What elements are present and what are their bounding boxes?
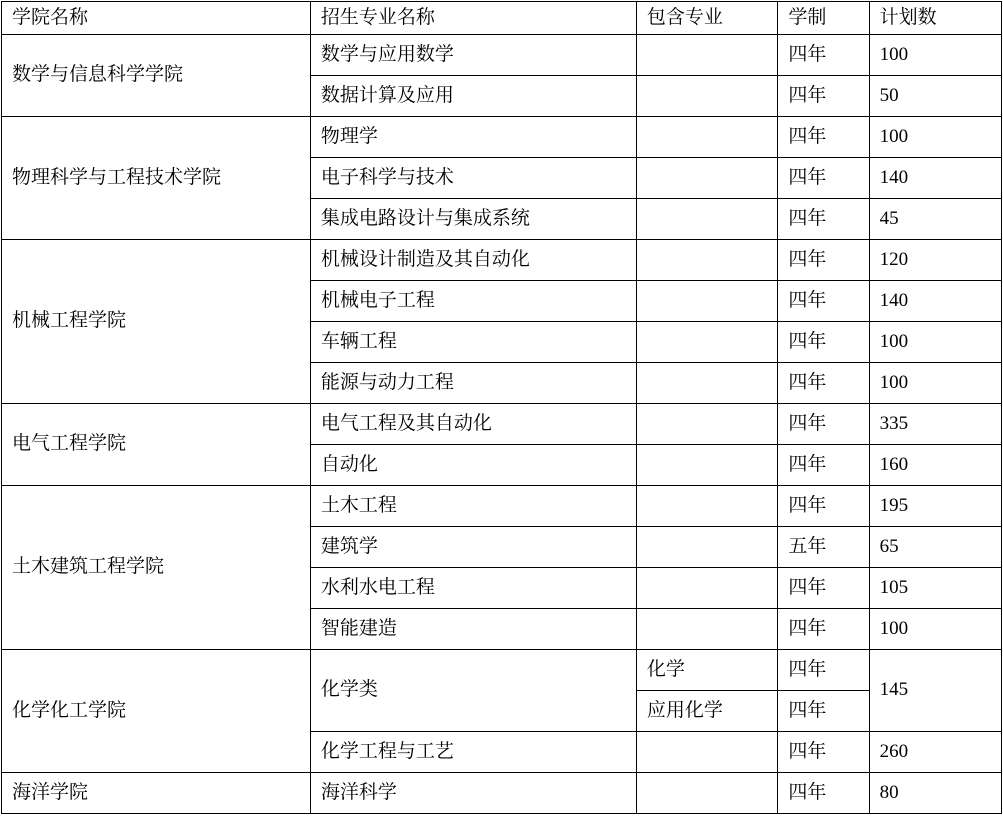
table-row bbox=[2, 486, 1002, 527]
cell-included-major: 化学 bbox=[636, 650, 777, 691]
header-included-majors: 包含专业 bbox=[636, 2, 777, 35]
cell-plan-count: 105 bbox=[869, 568, 1001, 609]
cell-study-years: 四年 bbox=[778, 609, 869, 650]
cell-plan-count: 45 bbox=[869, 199, 1001, 240]
cell-major: 物理学 bbox=[310, 117, 636, 158]
cell-included-major bbox=[636, 240, 777, 281]
header-plan-count: 计划数 bbox=[869, 2, 1001, 35]
cell-included-major: 应用化学 bbox=[636, 691, 777, 732]
cell-college: 海洋学院 bbox=[2, 773, 311, 814]
cell-study-years: 四年 bbox=[778, 76, 869, 117]
table-body bbox=[2, 35, 1002, 814]
cell-included-major bbox=[636, 322, 777, 363]
cell-plan-count: 140 bbox=[869, 158, 1001, 199]
cell-included-major bbox=[636, 486, 777, 527]
cell-plan-count: 120 bbox=[869, 240, 1001, 281]
cell-study-years: 四年 bbox=[778, 158, 869, 199]
cell-included-major bbox=[636, 158, 777, 199]
table-row bbox=[2, 773, 1002, 814]
cell-study-years: 四年 bbox=[778, 35, 869, 76]
cell-major: 车辆工程 bbox=[310, 322, 636, 363]
header-row bbox=[2, 2, 1002, 35]
cell-included-major bbox=[636, 609, 777, 650]
cell-major: 土木工程 bbox=[310, 486, 636, 527]
cell-study-years: 四年 bbox=[778, 445, 869, 486]
cell-included-major bbox=[636, 404, 777, 445]
cell-college: 化学化工学院 bbox=[2, 650, 311, 773]
cell-plan-count: 100 bbox=[869, 322, 1001, 363]
cell-study-years: 四年 bbox=[778, 281, 869, 322]
cell-study-years: 五年 bbox=[778, 527, 869, 568]
cell-plan-count: 145 bbox=[869, 650, 1001, 732]
cell-major: 电气工程及其自动化 bbox=[310, 404, 636, 445]
cell-study-years: 四年 bbox=[778, 117, 869, 158]
cell-study-years: 四年 bbox=[778, 240, 869, 281]
cell-included-major bbox=[636, 732, 777, 773]
cell-college: 土木建筑工程学院 bbox=[2, 486, 311, 650]
header-college: 学院名称 bbox=[2, 2, 311, 35]
cell-included-major bbox=[636, 35, 777, 76]
cell-study-years: 四年 bbox=[778, 568, 869, 609]
table-header bbox=[2, 2, 1002, 35]
cell-study-years: 四年 bbox=[778, 199, 869, 240]
cell-included-major bbox=[636, 568, 777, 609]
cell-included-major bbox=[636, 199, 777, 240]
cell-major: 水利水电工程 bbox=[310, 568, 636, 609]
cell-plan-count: 260 bbox=[869, 732, 1001, 773]
header-major: 招生专业名称 bbox=[310, 2, 636, 35]
cell-study-years: 四年 bbox=[778, 650, 869, 691]
cell-plan-count: 100 bbox=[869, 609, 1001, 650]
cell-major: 机械电子工程 bbox=[310, 281, 636, 322]
cell-included-major bbox=[636, 281, 777, 322]
cell-plan-count: 100 bbox=[869, 117, 1001, 158]
cell-study-years: 四年 bbox=[778, 404, 869, 445]
cell-major: 建筑学 bbox=[310, 527, 636, 568]
cell-included-major bbox=[636, 527, 777, 568]
cell-major: 机械设计制造及其自动化 bbox=[310, 240, 636, 281]
cell-major: 自动化 bbox=[310, 445, 636, 486]
cell-major: 电子科学与技术 bbox=[310, 158, 636, 199]
cell-major: 化学类 bbox=[310, 650, 636, 732]
cell-study-years: 四年 bbox=[778, 773, 869, 814]
cell-major: 能源与动力工程 bbox=[310, 363, 636, 404]
table-row bbox=[2, 35, 1002, 76]
cell-plan-count: 100 bbox=[869, 35, 1001, 76]
cell-plan-count: 100 bbox=[869, 363, 1001, 404]
cell-study-years: 四年 bbox=[778, 322, 869, 363]
table-row bbox=[2, 117, 1002, 158]
cell-major: 海洋科学 bbox=[310, 773, 636, 814]
cell-college: 数学与信息科学学院 bbox=[2, 35, 311, 117]
cell-study-years: 四年 bbox=[778, 363, 869, 404]
cell-plan-count: 160 bbox=[869, 445, 1001, 486]
cell-study-years: 四年 bbox=[778, 732, 869, 773]
cell-study-years: 四年 bbox=[778, 486, 869, 527]
header-study-years: 学制 bbox=[778, 2, 869, 35]
cell-plan-count: 65 bbox=[869, 527, 1001, 568]
cell-included-major bbox=[636, 363, 777, 404]
cell-plan-count: 80 bbox=[869, 773, 1001, 814]
cell-plan-count: 335 bbox=[869, 404, 1001, 445]
cell-plan-count: 140 bbox=[869, 281, 1001, 322]
cell-major: 智能建造 bbox=[310, 609, 636, 650]
cell-major: 数学与应用数学 bbox=[310, 35, 636, 76]
cell-college: 机械工程学院 bbox=[2, 240, 311, 404]
cell-major: 化学工程与工艺 bbox=[310, 732, 636, 773]
cell-college: 电气工程学院 bbox=[2, 404, 311, 486]
table-row bbox=[2, 240, 1002, 281]
cell-plan-count: 50 bbox=[869, 76, 1001, 117]
cell-major: 数据计算及应用 bbox=[310, 76, 636, 117]
cell-study-years: 四年 bbox=[778, 691, 869, 732]
cell-included-major bbox=[636, 773, 777, 814]
cell-included-major bbox=[636, 76, 777, 117]
admissions-plan-table bbox=[1, 1, 1002, 814]
cell-included-major bbox=[636, 445, 777, 486]
cell-college: 物理科学与工程技术学院 bbox=[2, 117, 311, 240]
cell-plan-count: 195 bbox=[869, 486, 1001, 527]
table-row bbox=[2, 650, 1002, 691]
table-row bbox=[2, 404, 1002, 445]
cell-included-major bbox=[636, 117, 777, 158]
cell-major: 集成电路设计与集成系统 bbox=[310, 199, 636, 240]
